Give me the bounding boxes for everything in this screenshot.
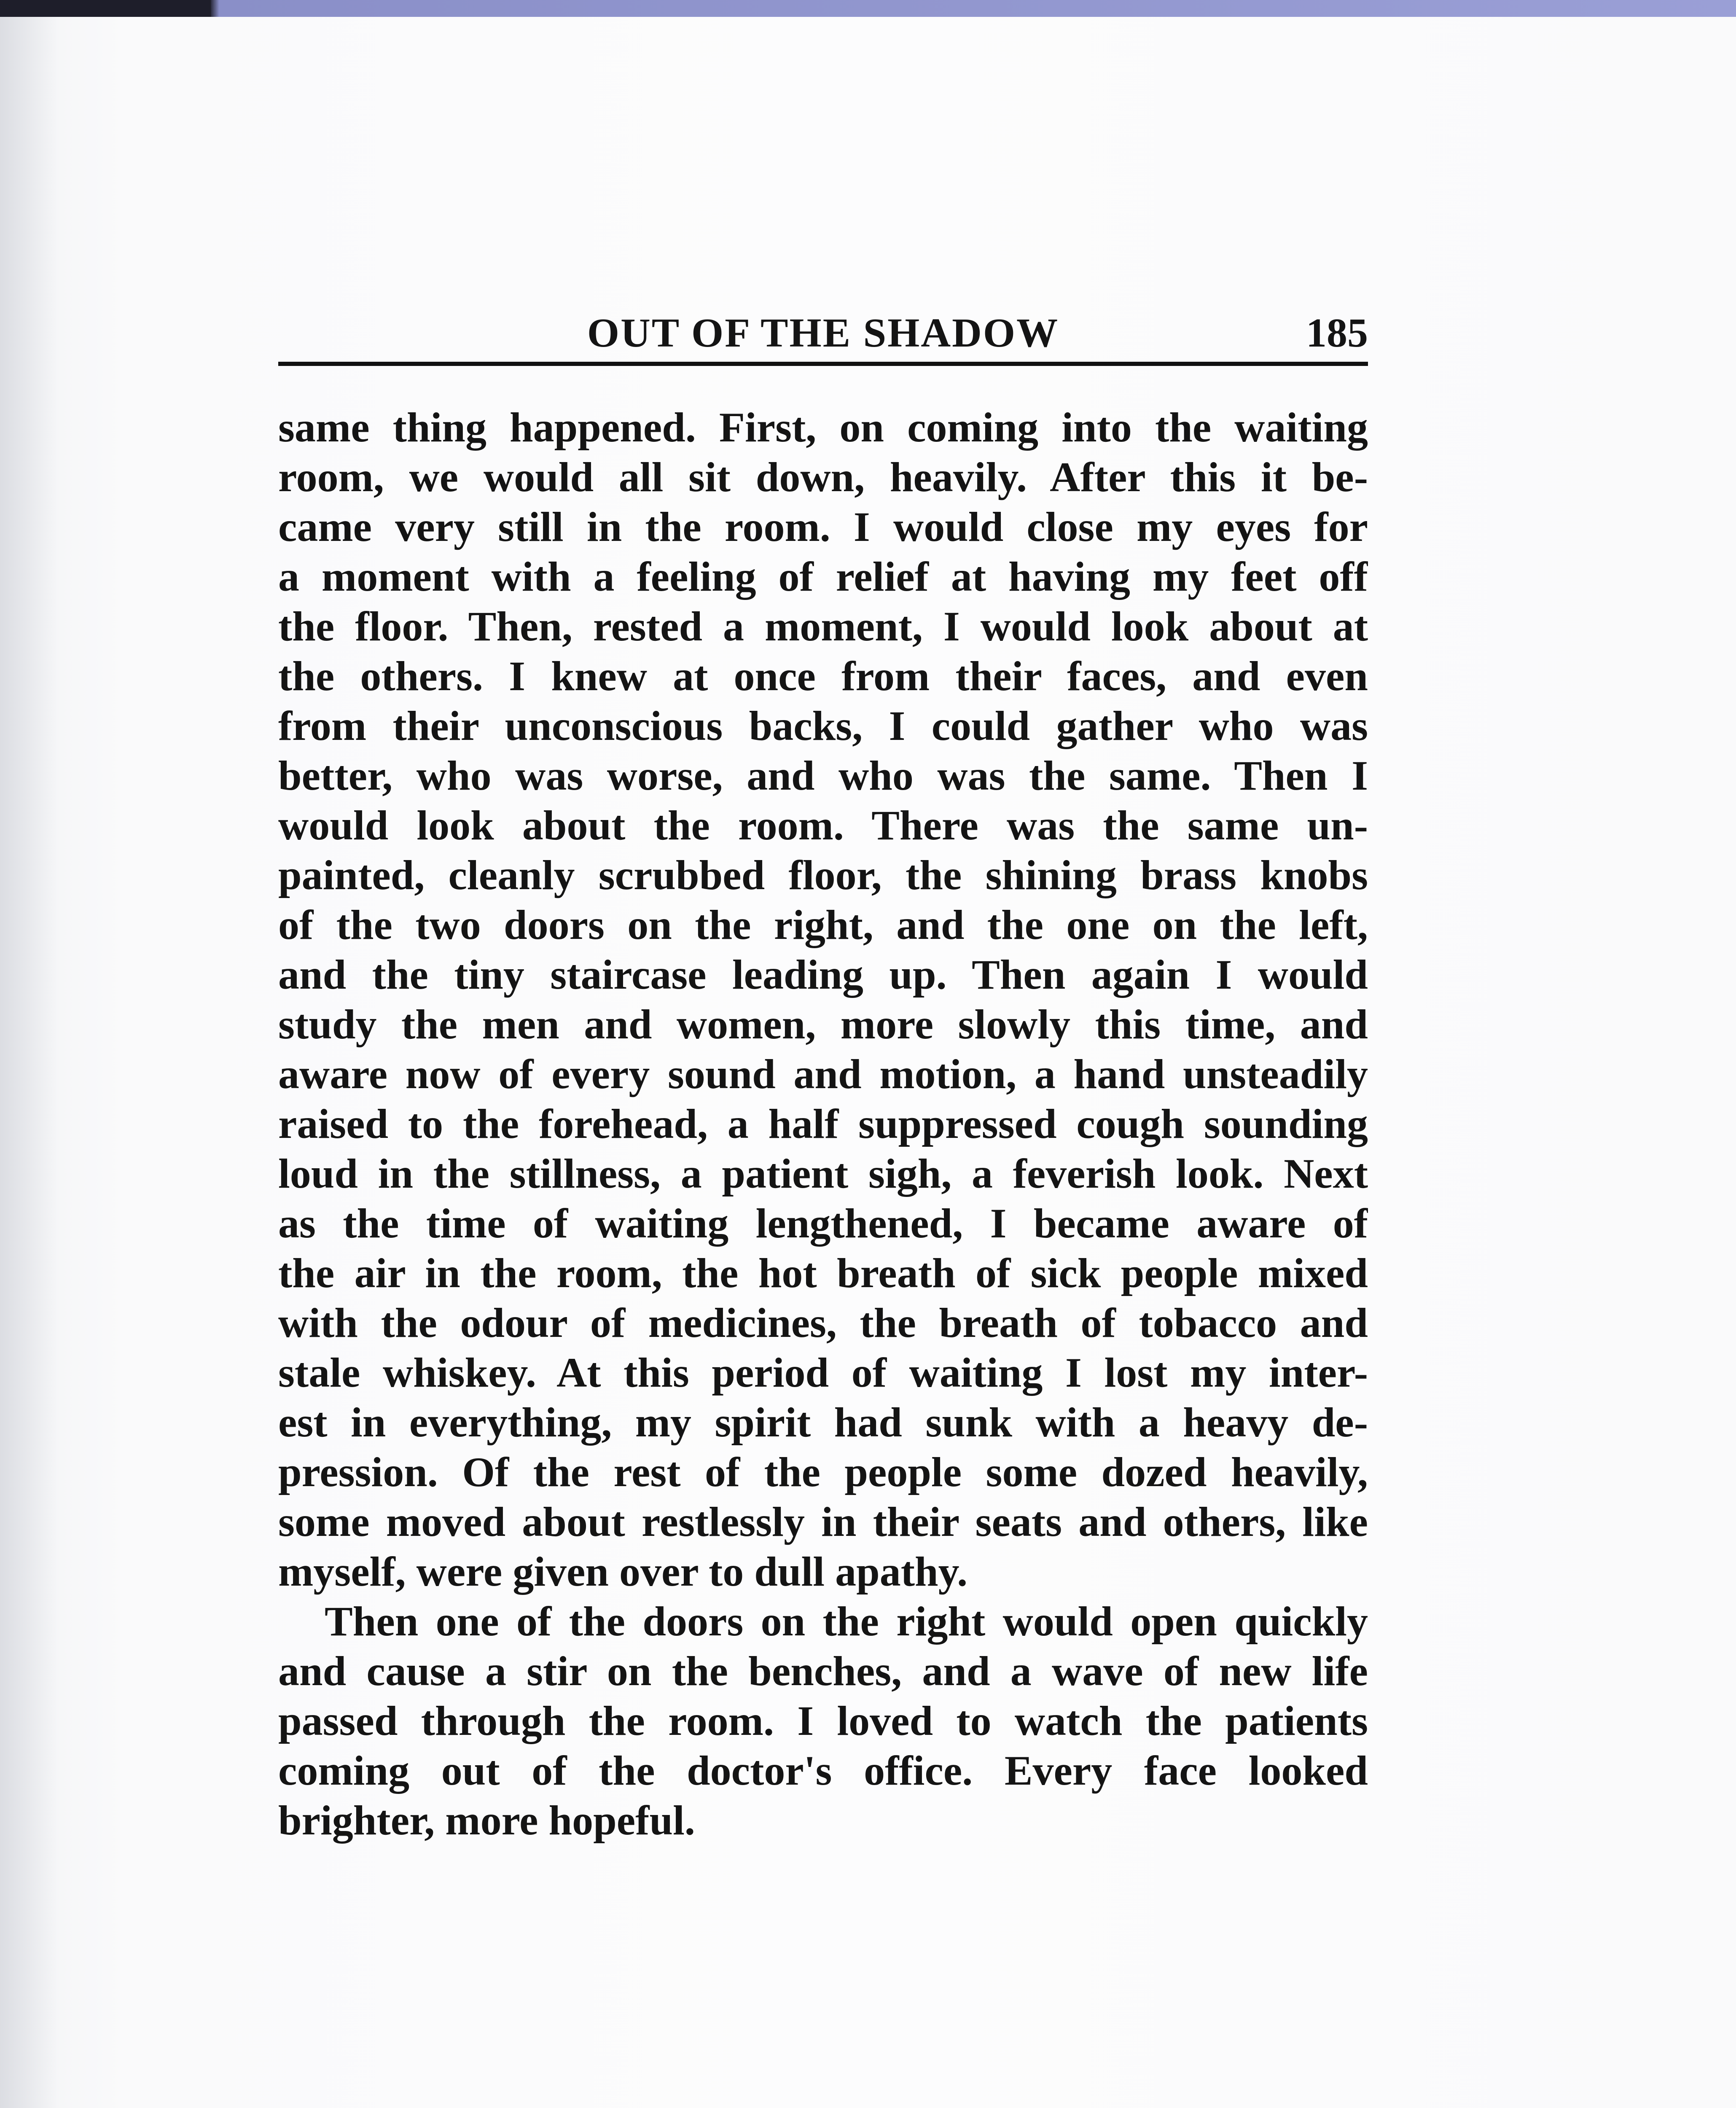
text-line: and the tiny staircase leading up. Then again I would: [278, 951, 1368, 998]
text-line: aware now of every sound and motion, a hand unsteadily: [278, 1051, 1368, 1097]
page-gutter-shadow: [0, 17, 59, 2108]
text-line: same thing happened. First, on coming into the waiting: [278, 404, 1368, 451]
text-line: painted, cleanly scrubbed floor, the shining brass knobs: [278, 852, 1368, 898]
text-line: stale whiskey. At this period of waiting I lost my inter-: [278, 1349, 1368, 1396]
text-line: loud in the stillness, a patient sigh, a feverish look. Next: [278, 1150, 1368, 1197]
text-line: Then one of the doors on the right would open quickly: [325, 1598, 1368, 1645]
text-line: coming out of the doctor's office. Every face looked: [278, 1747, 1368, 1794]
running-head-title: OUT OF THE SHADOW: [587, 310, 1059, 356]
text-line: of the two doors on the right, and the one on the left,: [278, 901, 1368, 948]
text-line: brighter, more hopeful.: [278, 1797, 695, 1844]
text-line: raised to the forehead, a half suppressed cough sounding: [278, 1100, 1368, 1147]
scan-top-edge-dark: [0, 0, 211, 17]
text-line: passed through the room. I loved to watch the patients: [278, 1697, 1368, 1744]
text-line: with the odour of medicines, the breath of tobacco and: [278, 1299, 1368, 1346]
text-line: from their unconscious backs, I could gather who was: [278, 702, 1368, 749]
text-line: a moment with a feeling of relief at having my feet off: [278, 553, 1368, 600]
text-line: the air in the room, the hot breath of sick people mixed: [278, 1250, 1368, 1296]
scan-top-edge: [0, 0, 1736, 17]
text-line: study the men and women, more slowly this time, and: [278, 1001, 1368, 1048]
text-line: as the time of waiting lengthened, I became aware of: [278, 1200, 1368, 1247]
text-line: would look about the room. There was the same un-: [278, 802, 1368, 849]
text-line: pression. Of the rest of the people some dozed heavily,: [278, 1449, 1368, 1495]
running-head: [278, 306, 1368, 360]
text-line: myself, were given over to dull apathy.: [278, 1548, 968, 1595]
text-line: some moved about restlessly in their seats and others, like: [278, 1498, 1368, 1545]
text-line: room, we would all sit down, heavily. After this it be-: [278, 454, 1368, 500]
text-line: came very still in the room. I would close my eyes for: [278, 503, 1368, 550]
text-line: the floor. Then, rested a moment, I would look about at: [278, 603, 1368, 650]
page-number: 185: [1306, 310, 1368, 356]
text-line: better, who was worse, and who was the same. Then I: [278, 752, 1368, 799]
body-text: [278, 403, 1368, 1845]
text-line: the others. I knew at once from their faces, and even: [278, 653, 1368, 699]
text-line: and cause a stir on the benches, and a wave of new life: [278, 1648, 1368, 1694]
header-rule: [278, 362, 1368, 366]
text-line: est in everything, my spirit had sunk with a heavy de-: [278, 1399, 1368, 1446]
